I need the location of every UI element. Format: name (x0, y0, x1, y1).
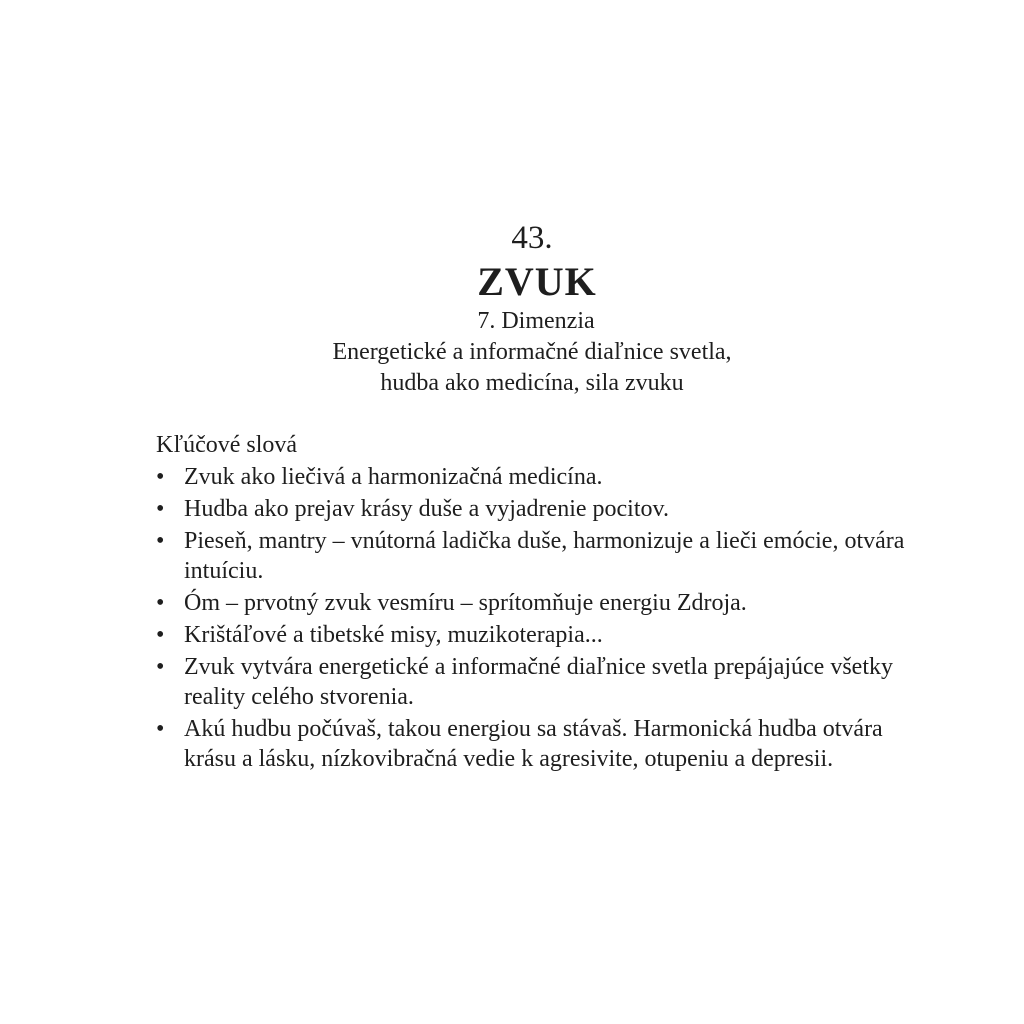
keywords-heading: Kľúčové slová (156, 432, 298, 458)
bullet-icon: • (156, 464, 165, 490)
list-item-text: Krištáľové a tibetské misy, muzikoterapia... (184, 622, 603, 648)
keywords-list (156, 462, 936, 774)
list-item-text: Zvuk vytvára energetické a informačné diaľnice svetla prepájajúce všetky reality celého stvorenia. (184, 654, 893, 710)
list-item-text: Óm – prvotný zvuk vesmíru – sprítomňuje energiu Zdroja. (184, 590, 747, 616)
list-item-text: Akú hudbu počúvaš, takou energiou sa stávaš. Harmonická hudba otvára krásu a lásku, nízkovibračná vedie k agresivite, otupeniu a depresii. (184, 716, 883, 772)
list-item (156, 714, 936, 774)
list-item (156, 652, 936, 712)
list-item-text: Zvuk ako liečivá a harmonizačná medicína. (184, 464, 603, 490)
card-header (0, 218, 1024, 399)
list-item-text: Pieseň, mantry – vnútorná ladička duše, harmonizuje a lieči emócie, otvára intuíciu. (184, 528, 905, 584)
card-number: 43. (511, 220, 553, 256)
bullet-icon: • (156, 622, 165, 648)
list-item-text: Hudba ako prejav krásy duše a vyjadrenie pocitov. (184, 496, 669, 522)
keywords-section (156, 430, 936, 776)
list-item (156, 462, 936, 492)
list-item (156, 588, 936, 618)
bullet-icon: • (156, 496, 165, 522)
bullet-icon: • (156, 654, 165, 680)
bullet-icon: • (156, 716, 165, 742)
list-item (156, 620, 936, 650)
bullet-icon: • (156, 528, 165, 554)
subtitle-line-1: Energetické a informačné diaľnice svetla, (332, 339, 732, 365)
subtitle-line-2: hudba ako medicína, sila zvuku (380, 370, 684, 396)
dimension-label: 7. Dimenzia (477, 308, 595, 334)
list-item (156, 526, 936, 586)
bullet-icon: • (156, 590, 165, 616)
list-item (156, 494, 936, 524)
card-title: ZVUK (477, 259, 597, 304)
